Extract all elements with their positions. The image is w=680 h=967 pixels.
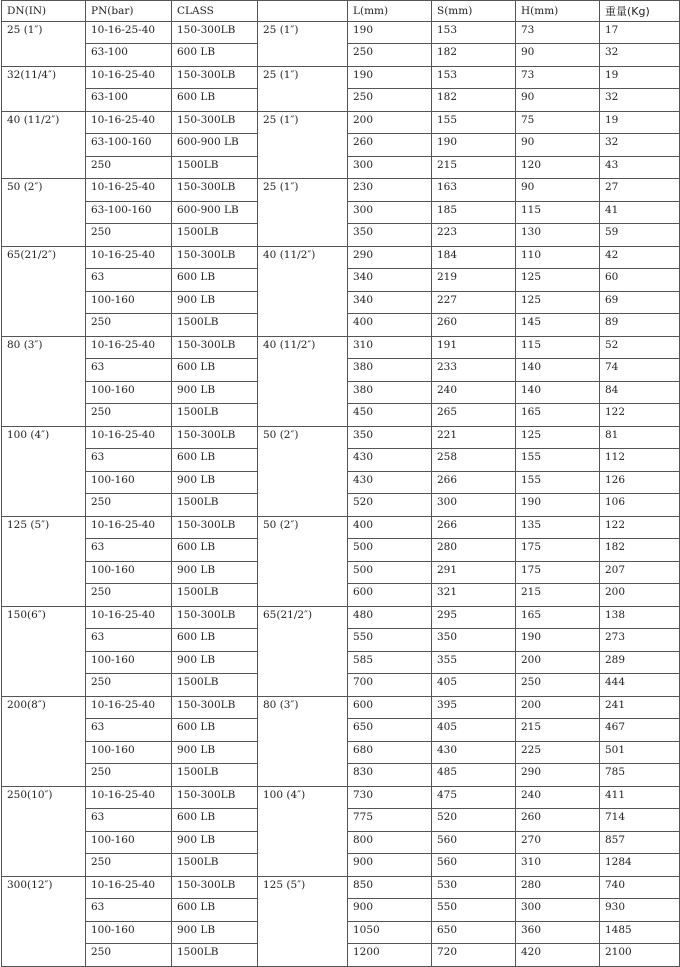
table-row — [2, 606, 680, 629]
class-cell: 600 LB — [172, 539, 258, 562]
pn-cell: 63-100 — [86, 89, 172, 112]
pn-cell: 100-160 — [86, 651, 172, 674]
class-cell: 1500LB — [172, 854, 258, 877]
weight-cell: 467 — [600, 719, 680, 742]
height-cell: 250 — [516, 674, 600, 697]
height-cell: 125 — [516, 269, 600, 292]
weight-cell: 52 — [600, 336, 680, 359]
class-cell: 900 LB — [172, 381, 258, 404]
pn-cell: 10-16-25-40 — [86, 696, 172, 719]
height-cell: 310 — [516, 854, 600, 877]
s-cell: 395 — [432, 696, 516, 719]
height-cell: 115 — [516, 201, 600, 224]
height-cell: 175 — [516, 561, 600, 584]
s-cell: 405 — [432, 719, 516, 742]
s-cell: 295 — [432, 606, 516, 629]
pn-cell: 100-160 — [86, 921, 172, 944]
weight-cell: 89 — [600, 314, 680, 337]
dn-cell: 32(11/4″) — [2, 66, 86, 111]
length-cell: 650 — [348, 719, 432, 742]
weight-cell: 241 — [600, 696, 680, 719]
s-cell: 650 — [432, 921, 516, 944]
s-cell: 405 — [432, 674, 516, 697]
length-cell: 190 — [348, 21, 432, 44]
class-cell: 900 LB — [172, 831, 258, 854]
s-cell: 291 — [432, 561, 516, 584]
pn-cell: 63 — [86, 449, 172, 472]
table-row — [2, 21, 680, 44]
height-cell: 115 — [516, 336, 600, 359]
length-cell: 310 — [348, 336, 432, 359]
pn-cell: 10-16-25-40 — [86, 66, 172, 89]
pn-cell: 63-100 — [86, 44, 172, 67]
port-cell: 25 (1″) — [258, 21, 348, 66]
weight-cell: 126 — [600, 471, 680, 494]
height-cell: 300 — [516, 899, 600, 922]
s-cell: 153 — [432, 21, 516, 44]
height-cell: 155 — [516, 449, 600, 472]
dn-cell: 50 (2″) — [2, 179, 86, 247]
port-cell: 80 (3″) — [258, 696, 348, 786]
s-cell: 240 — [432, 381, 516, 404]
height-cell: 190 — [516, 629, 600, 652]
weight-cell: 59 — [600, 224, 680, 247]
class-cell: 1500LB — [172, 674, 258, 697]
table-row — [2, 876, 680, 899]
s-cell: 155 — [432, 111, 516, 134]
length-cell: 900 — [348, 899, 432, 922]
length-cell: 340 — [348, 291, 432, 314]
dn-cell: 80 (3″) — [2, 336, 86, 426]
length-cell: 200 — [348, 111, 432, 134]
height-cell: 90 — [516, 89, 600, 112]
length-cell: 500 — [348, 539, 432, 562]
weight-cell: 1284 — [600, 854, 680, 877]
height-cell: 240 — [516, 786, 600, 809]
height-cell: 270 — [516, 831, 600, 854]
header-row — [2, 1, 680, 22]
weight-cell: 930 — [600, 899, 680, 922]
pn-cell: 10-16-25-40 — [86, 786, 172, 809]
s-cell: 219 — [432, 269, 516, 292]
length-cell: 850 — [348, 876, 432, 899]
pn-cell: 100-160 — [86, 561, 172, 584]
s-cell: 227 — [432, 291, 516, 314]
class-cell: 900 LB — [172, 291, 258, 314]
pn-cell: 100-160 — [86, 471, 172, 494]
pn-cell: 250 — [86, 314, 172, 337]
class-cell: 150-300LB — [172, 21, 258, 44]
s-cell: 223 — [432, 224, 516, 247]
s-cell: 720 — [432, 944, 516, 967]
length-cell: 340 — [348, 269, 432, 292]
length-cell: 680 — [348, 741, 432, 764]
s-cell: 300 — [432, 494, 516, 517]
s-cell: 280 — [432, 539, 516, 562]
pn-cell: 63 — [86, 809, 172, 832]
s-cell: 485 — [432, 764, 516, 787]
height-cell: 190 — [516, 494, 600, 517]
s-cell: 221 — [432, 426, 516, 449]
s-cell: 265 — [432, 404, 516, 427]
weight-cell: 182 — [600, 539, 680, 562]
length-cell: 250 — [348, 44, 432, 67]
class-cell: 1500LB — [172, 156, 258, 179]
length-cell: 380 — [348, 359, 432, 382]
s-cell: 560 — [432, 854, 516, 877]
height-cell: 165 — [516, 404, 600, 427]
pn-cell: 10-16-25-40 — [86, 516, 172, 539]
length-cell: 900 — [348, 854, 432, 877]
pn-cell: 63 — [86, 359, 172, 382]
height-cell: 135 — [516, 516, 600, 539]
weight-cell: 289 — [600, 651, 680, 674]
class-cell: 600 LB — [172, 719, 258, 742]
table-row — [2, 516, 680, 539]
length-cell: 500 — [348, 561, 432, 584]
s-cell: 233 — [432, 359, 516, 382]
length-cell: 520 — [348, 494, 432, 517]
s-cell: 430 — [432, 741, 516, 764]
height-cell: 90 — [516, 134, 600, 157]
table-row — [2, 66, 680, 89]
class-cell: 900 LB — [172, 651, 258, 674]
weight-cell: 19 — [600, 66, 680, 89]
class-cell: 1500LB — [172, 584, 258, 607]
length-cell: 400 — [348, 314, 432, 337]
table-row — [2, 179, 680, 202]
length-cell: 250 — [348, 89, 432, 112]
class-cell: 150-300LB — [172, 179, 258, 202]
port-cell: 25 (1″) — [258, 66, 348, 111]
length-cell: 260 — [348, 134, 432, 157]
s-cell: 185 — [432, 201, 516, 224]
pn-cell: 63 — [86, 539, 172, 562]
header-length: L(mm) — [348, 1, 432, 22]
s-cell: 475 — [432, 786, 516, 809]
weight-cell: 69 — [600, 291, 680, 314]
port-cell: 25 (1″) — [258, 111, 348, 179]
height-cell: 175 — [516, 539, 600, 562]
class-cell: 1500LB — [172, 314, 258, 337]
height-cell: 200 — [516, 696, 600, 719]
pn-cell: 10-16-25-40 — [86, 336, 172, 359]
s-cell: 350 — [432, 629, 516, 652]
header-class: CLASS — [172, 1, 258, 22]
pn-cell: 63 — [86, 269, 172, 292]
weight-cell: 122 — [600, 404, 680, 427]
pn-cell: 63 — [86, 899, 172, 922]
height-cell: 125 — [516, 426, 600, 449]
height-cell: 215 — [516, 584, 600, 607]
length-cell: 730 — [348, 786, 432, 809]
weight-cell: 17 — [600, 21, 680, 44]
weight-cell: 1485 — [600, 921, 680, 944]
height-cell: 130 — [516, 224, 600, 247]
pn-cell: 63-100-160 — [86, 134, 172, 157]
length-cell: 190 — [348, 66, 432, 89]
pn-cell: 100-160 — [86, 381, 172, 404]
pn-cell: 250 — [86, 944, 172, 967]
dn-cell: 150(6″) — [2, 606, 86, 696]
pn-cell: 10-16-25-40 — [86, 606, 172, 629]
s-cell: 191 — [432, 336, 516, 359]
pn-cell: 63 — [86, 629, 172, 652]
weight-cell: 19 — [600, 111, 680, 134]
length-cell: 830 — [348, 764, 432, 787]
pn-cell: 10-16-25-40 — [86, 426, 172, 449]
port-cell: 50 (2″) — [258, 426, 348, 516]
s-cell: 520 — [432, 809, 516, 832]
length-cell: 380 — [348, 381, 432, 404]
dn-cell: 40 (11/2″) — [2, 111, 86, 179]
length-cell: 600 — [348, 696, 432, 719]
weight-cell: 32 — [600, 134, 680, 157]
table-row — [2, 426, 680, 449]
weight-cell: 84 — [600, 381, 680, 404]
port-cell: 40 (11/2″) — [258, 246, 348, 336]
length-cell: 1050 — [348, 921, 432, 944]
class-cell: 900 LB — [172, 921, 258, 944]
pn-cell: 10-16-25-40 — [86, 21, 172, 44]
class-cell: 1500LB — [172, 944, 258, 967]
height-cell: 225 — [516, 741, 600, 764]
dn-cell: 300(12″) — [2, 876, 86, 966]
table-row — [2, 786, 680, 809]
class-cell: 900 LB — [172, 561, 258, 584]
class-cell: 1500LB — [172, 764, 258, 787]
class-cell: 600 LB — [172, 89, 258, 112]
pn-cell: 250 — [86, 224, 172, 247]
port-cell: 50 (2″) — [258, 516, 348, 606]
s-cell: 321 — [432, 584, 516, 607]
class-cell: 150-300LB — [172, 336, 258, 359]
pn-cell: 10-16-25-40 — [86, 179, 172, 202]
weight-cell: 81 — [600, 426, 680, 449]
height-cell: 90 — [516, 44, 600, 67]
class-cell: 600 LB — [172, 359, 258, 382]
pn-cell: 250 — [86, 404, 172, 427]
class-cell: 150-300LB — [172, 696, 258, 719]
s-cell: 258 — [432, 449, 516, 472]
weight-cell: 43 — [600, 156, 680, 179]
weight-cell: 444 — [600, 674, 680, 697]
class-cell: 150-300LB — [172, 66, 258, 89]
class-cell: 150-300LB — [172, 111, 258, 134]
header-s: S(mm) — [432, 1, 516, 22]
weight-cell: 740 — [600, 876, 680, 899]
length-cell: 300 — [348, 201, 432, 224]
length-cell: 550 — [348, 629, 432, 652]
length-cell: 700 — [348, 674, 432, 697]
class-cell: 1500LB — [172, 224, 258, 247]
s-cell: 190 — [432, 134, 516, 157]
weight-cell: 32 — [600, 89, 680, 112]
s-cell: 355 — [432, 651, 516, 674]
s-cell: 215 — [432, 156, 516, 179]
pn-cell: 250 — [86, 494, 172, 517]
height-cell: 75 — [516, 111, 600, 134]
weight-cell: 27 — [600, 179, 680, 202]
weight-cell: 785 — [600, 764, 680, 787]
length-cell: 290 — [348, 246, 432, 269]
header-weight: 重量(Kg) — [600, 1, 680, 22]
port-cell: 25 (1″) — [258, 179, 348, 247]
port-cell: 65(21/2″) — [258, 606, 348, 696]
height-cell: 420 — [516, 944, 600, 967]
s-cell: 153 — [432, 66, 516, 89]
class-cell: 600-900 LB — [172, 201, 258, 224]
height-cell: 200 — [516, 651, 600, 674]
class-cell: 900 LB — [172, 741, 258, 764]
height-cell: 140 — [516, 359, 600, 382]
length-cell: 350 — [348, 426, 432, 449]
pn-cell: 10-16-25-40 — [86, 111, 172, 134]
table-row — [2, 336, 680, 359]
weight-cell: 411 — [600, 786, 680, 809]
height-cell: 165 — [516, 606, 600, 629]
class-cell: 600 LB — [172, 629, 258, 652]
length-cell: 300 — [348, 156, 432, 179]
height-cell: 215 — [516, 719, 600, 742]
table-row — [2, 246, 680, 269]
weight-cell: 42 — [600, 246, 680, 269]
dn-cell: 65(21/2″) — [2, 246, 86, 336]
dn-cell: 100 (4″) — [2, 426, 86, 516]
class-cell: 900 LB — [172, 471, 258, 494]
weight-cell: 106 — [600, 494, 680, 517]
s-cell: 260 — [432, 314, 516, 337]
port-cell: 40 (11/2″) — [258, 336, 348, 426]
pn-cell: 100-160 — [86, 831, 172, 854]
weight-cell: 857 — [600, 831, 680, 854]
length-cell: 230 — [348, 179, 432, 202]
class-cell: 1500LB — [172, 494, 258, 517]
s-cell: 560 — [432, 831, 516, 854]
height-cell: 73 — [516, 66, 600, 89]
height-cell: 90 — [516, 179, 600, 202]
class-cell: 600 LB — [172, 44, 258, 67]
pn-cell: 100-160 — [86, 291, 172, 314]
height-cell: 280 — [516, 876, 600, 899]
pn-cell: 10-16-25-40 — [86, 876, 172, 899]
height-cell: 110 — [516, 246, 600, 269]
class-cell: 150-300LB — [172, 606, 258, 629]
pn-cell: 63 — [86, 719, 172, 742]
height-cell: 73 — [516, 21, 600, 44]
length-cell: 450 — [348, 404, 432, 427]
pn-cell: 10-16-25-40 — [86, 246, 172, 269]
pn-cell: 63-100-160 — [86, 201, 172, 224]
port-cell: 100 (4″) — [258, 786, 348, 876]
height-cell: 145 — [516, 314, 600, 337]
header-dn: DN(IN) — [2, 1, 86, 22]
weight-cell: 74 — [600, 359, 680, 382]
pn-cell: 250 — [86, 156, 172, 179]
weight-cell: 41 — [600, 201, 680, 224]
height-cell: 125 — [516, 291, 600, 314]
pn-cell: 250 — [86, 584, 172, 607]
weight-cell: 2100 — [600, 944, 680, 967]
class-cell: 600 LB — [172, 449, 258, 472]
s-cell: 182 — [432, 89, 516, 112]
s-cell: 182 — [432, 44, 516, 67]
class-cell: 1500LB — [172, 404, 258, 427]
length-cell: 480 — [348, 606, 432, 629]
header-port — [258, 1, 348, 22]
weight-cell: 32 — [600, 44, 680, 67]
valve-dimension-table — [1, 0, 680, 967]
dn-cell: 25 (1″) — [2, 21, 86, 66]
length-cell: 600 — [348, 584, 432, 607]
class-cell: 600-900 LB — [172, 134, 258, 157]
dn-cell: 125 (5″) — [2, 516, 86, 606]
s-cell: 163 — [432, 179, 516, 202]
s-cell: 184 — [432, 246, 516, 269]
port-cell: 125 (5″) — [258, 876, 348, 966]
class-cell: 150-300LB — [172, 786, 258, 809]
s-cell: 266 — [432, 471, 516, 494]
weight-cell: 501 — [600, 741, 680, 764]
class-cell: 150-300LB — [172, 246, 258, 269]
height-cell: 140 — [516, 381, 600, 404]
weight-cell: 273 — [600, 629, 680, 652]
pn-cell: 250 — [86, 674, 172, 697]
class-cell: 150-300LB — [172, 876, 258, 899]
length-cell: 430 — [348, 471, 432, 494]
height-cell: 290 — [516, 764, 600, 787]
weight-cell: 122 — [600, 516, 680, 539]
class-cell: 150-300LB — [172, 426, 258, 449]
height-cell: 260 — [516, 809, 600, 832]
weight-cell: 207 — [600, 561, 680, 584]
s-cell: 266 — [432, 516, 516, 539]
weight-cell: 714 — [600, 809, 680, 832]
class-cell: 600 LB — [172, 899, 258, 922]
class-cell: 600 LB — [172, 269, 258, 292]
table-row — [2, 696, 680, 719]
pn-cell: 250 — [86, 764, 172, 787]
s-cell: 530 — [432, 876, 516, 899]
class-cell: 600 LB — [172, 809, 258, 832]
table-row — [2, 111, 680, 134]
table-body — [2, 21, 680, 966]
height-cell: 155 — [516, 471, 600, 494]
s-cell: 550 — [432, 899, 516, 922]
height-cell: 360 — [516, 921, 600, 944]
pn-cell: 250 — [86, 854, 172, 877]
class-cell: 150-300LB — [172, 516, 258, 539]
length-cell: 775 — [348, 809, 432, 832]
weight-cell: 200 — [600, 584, 680, 607]
weight-cell: 60 — [600, 269, 680, 292]
length-cell: 400 — [348, 516, 432, 539]
weight-cell: 138 — [600, 606, 680, 629]
pn-cell: 100-160 — [86, 741, 172, 764]
header-height: H(mm) — [516, 1, 600, 22]
length-cell: 350 — [348, 224, 432, 247]
length-cell: 800 — [348, 831, 432, 854]
dn-cell: 250(10″) — [2, 786, 86, 876]
header-pn: PN(bar) — [86, 1, 172, 22]
height-cell: 120 — [516, 156, 600, 179]
length-cell: 585 — [348, 651, 432, 674]
weight-cell: 112 — [600, 449, 680, 472]
length-cell: 1200 — [348, 944, 432, 967]
length-cell: 430 — [348, 449, 432, 472]
dn-cell: 200(8″) — [2, 696, 86, 786]
